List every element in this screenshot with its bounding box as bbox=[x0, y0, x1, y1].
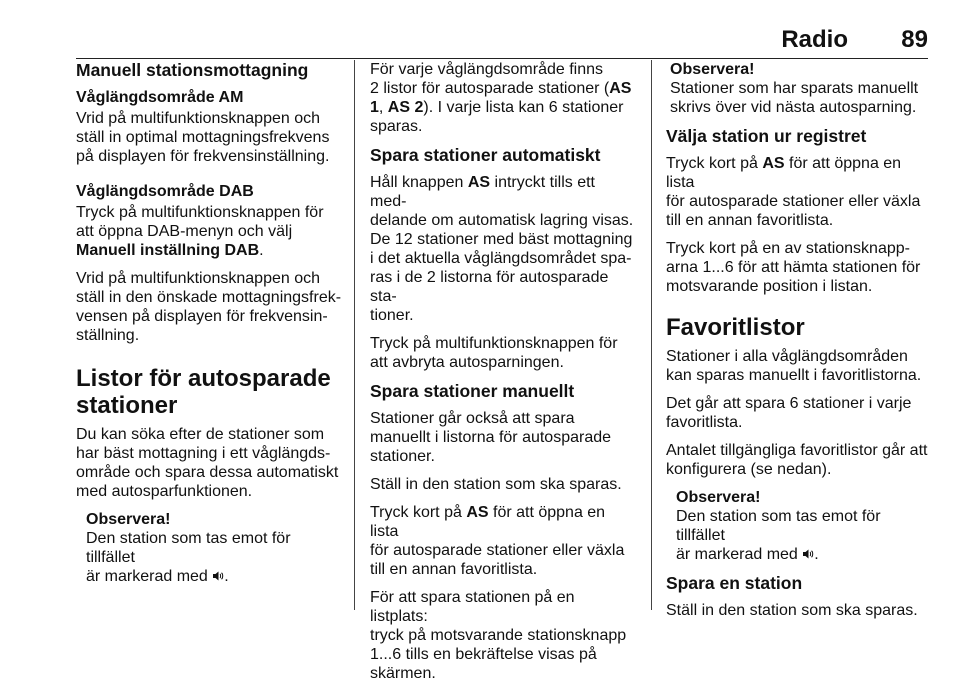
column-divider-1 bbox=[354, 60, 355, 610]
paragraph-dab-1 bbox=[76, 203, 342, 260]
speaker-icon bbox=[212, 570, 224, 582]
heading-auto-save: Spara stationer automatiskt bbox=[370, 145, 601, 165]
dab-text: Tryck på multifunktionsknappen för att öppna DAB-menyn och välj bbox=[76, 204, 324, 240]
note-body: Den station som tas emot för tillfället är markerad med bbox=[676, 508, 881, 563]
paragraph-man-3 bbox=[370, 503, 634, 579]
auto-text-a: Håll knappen bbox=[370, 174, 468, 191]
paragraph-man-1: Stationer går också att spara manuellt i listorna för autosparade stationer. bbox=[370, 410, 612, 465]
column-divider-2 bbox=[651, 60, 652, 610]
paragraph-dab-2: Vrid på multifunktionsknappen och ställ in den önskade mottagningsfrek- vensen på displayen för frekvensin- ställning. bbox=[76, 270, 342, 344]
as1-label: AS 1 bbox=[370, 80, 632, 116]
note-box-3 bbox=[676, 488, 930, 564]
heading-am-band: Våglängdsområde AM bbox=[76, 89, 244, 106]
dab-menu-item: Manuell inställning DAB bbox=[76, 242, 260, 259]
paragraph-fav-2: Det går att spara 6 stationer i varje favoritlista. bbox=[666, 395, 912, 431]
man-text-c: för att öppna en lista för autosparade stationer eller växla till en annan favoritlista. bbox=[370, 504, 625, 578]
note-title: Observera! bbox=[670, 61, 755, 78]
paragraph-sel-1 bbox=[666, 154, 930, 230]
paragraph-intro bbox=[370, 60, 634, 136]
intro-sep: , bbox=[378, 99, 388, 116]
as-button-label: AS bbox=[467, 174, 491, 191]
note-box-2 bbox=[670, 60, 930, 117]
auto-text-c: intryckt tills ett med- delande om automatisk lagring visas. De 12 stationer med bäst mottagning i det aktuella våglängdsområdet spa- ras i de 2 listorna för autosparade sta- tioner. bbox=[370, 174, 634, 324]
note-text bbox=[676, 507, 930, 564]
heading-manual-tuning: Manuell stationsmottagning bbox=[76, 60, 309, 80]
paragraph-auto-1 bbox=[370, 173, 634, 325]
paragraph-fav-3: Antalet tillgängliga favoritlistor går att konfigurera (se nedan). bbox=[666, 442, 928, 478]
intro-text-2: ). I varje lista kan 6 stationer sparas. bbox=[370, 99, 624, 135]
note-text bbox=[86, 529, 342, 586]
note-title: Observera! bbox=[676, 489, 761, 506]
column-2 bbox=[370, 60, 634, 692]
note-title: Observera! bbox=[86, 511, 171, 528]
note-end: . bbox=[814, 546, 819, 563]
paragraph-sel-2: Tryck kort på en av stationsknapp- arna 1...6 för att hämta stationen för motsvarande position i listan. bbox=[666, 240, 921, 295]
paragraph-am: Vrid på multifunktionsknappen och ställ in optimal mottagningsfrekvens på displayen för frekvensinställning. bbox=[76, 110, 330, 165]
paragraph-man-4: För att spara stationen på en listplats: tryck på motsvarande stationsknapp 1...6 tills en bekräftelse visas på skärmen. bbox=[370, 589, 627, 682]
paragraph-auto-2: Tryck på multifunktionsknappen för att avbryta autosparningen. bbox=[370, 335, 618, 371]
note-text: Stationer som har sparats manuellt skrivs över vid nästa autosparning. bbox=[670, 80, 919, 116]
sel-text-a: Tryck kort på bbox=[666, 155, 763, 172]
page-header bbox=[76, 20, 928, 60]
heading-favorites: Favoritlistor bbox=[666, 314, 805, 341]
paragraph-fav-1: Stationer i alla våglängdsområden kan sparas manuellt i favoritlistorna. bbox=[666, 348, 922, 384]
header-title: Radio bbox=[781, 26, 848, 53]
sel-text-c: för att öppna en lista för autosparade stationer eller växla till en annan favoritlista. bbox=[666, 155, 921, 229]
man-text-a: Tryck kort på bbox=[370, 504, 467, 521]
page-number: 89 bbox=[901, 26, 928, 53]
as-button-label: AS bbox=[762, 155, 785, 172]
header-rule bbox=[76, 58, 928, 59]
note-end: . bbox=[224, 568, 229, 585]
heading-select-station: Välja station ur registret bbox=[666, 126, 867, 146]
intro-text-1: För varje våglängdsområde finns 2 listor för autosparade stationer ( bbox=[370, 61, 610, 97]
column-3 bbox=[666, 60, 930, 629]
heading-dab-band: Våglängdsområde DAB bbox=[76, 183, 254, 200]
note-body: Den station som tas emot för tillfället är markerad med bbox=[86, 530, 291, 585]
heading-manual-save: Spara stationer manuellt bbox=[370, 381, 575, 401]
note-box-1 bbox=[86, 510, 342, 586]
heading-save-station: Spara en station bbox=[666, 573, 803, 593]
heading-autosave-lists: Listor för autosparade stationer bbox=[76, 365, 331, 419]
as2-label: AS 2 bbox=[387, 99, 424, 116]
paragraph-save-one: Ställ in den station som ska sparas. bbox=[666, 602, 918, 619]
dab-end: . bbox=[259, 242, 264, 259]
paragraph-lists: Du kan söka efter de stationer som har bäst mottagning i ett våglängds- område och spara dessa automatiskt med autosparfunktionen. bbox=[76, 426, 339, 500]
column-1 bbox=[76, 60, 342, 595]
paragraph-man-2: Ställ in den station som ska sparas. bbox=[370, 476, 622, 493]
as-button-label: AS bbox=[466, 504, 489, 521]
speaker-icon bbox=[802, 548, 814, 560]
